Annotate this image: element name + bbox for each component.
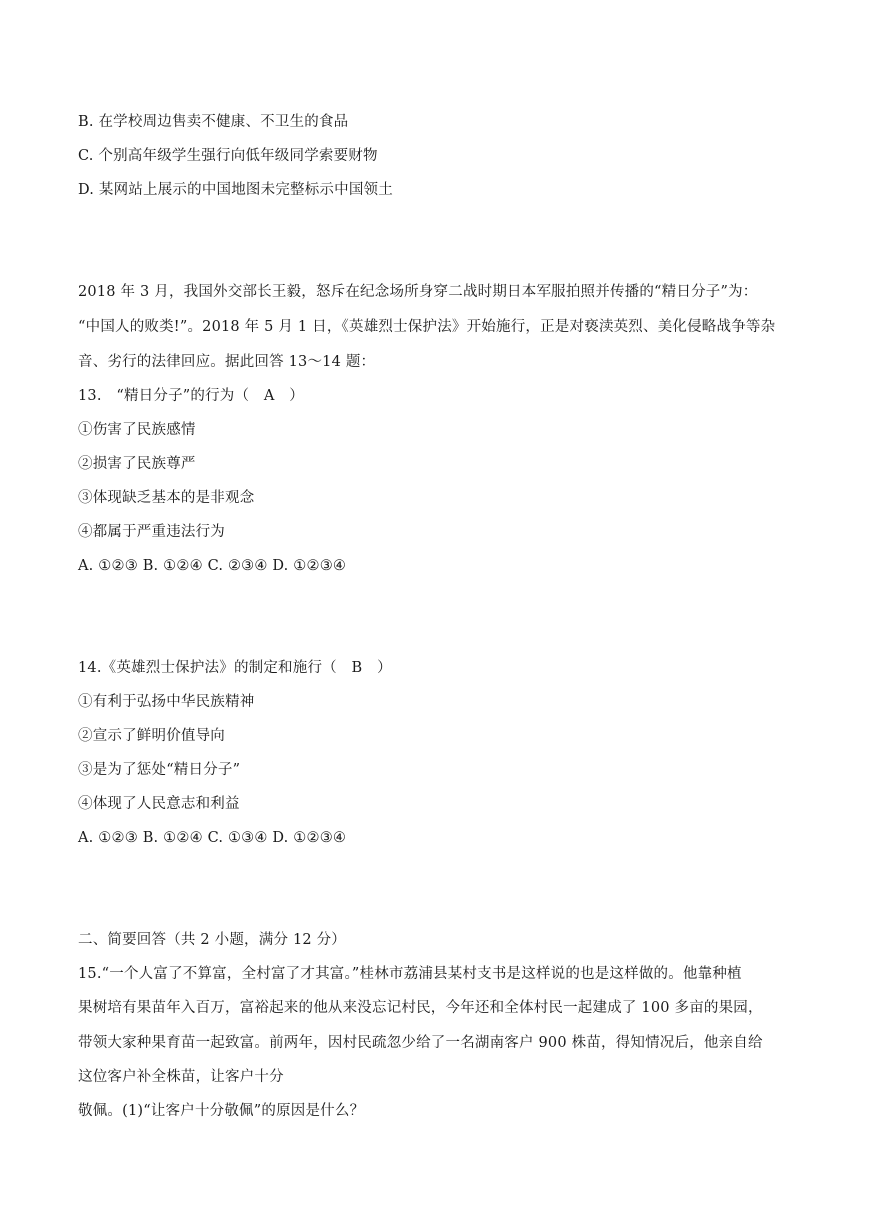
material-line-2: “中国人的败类!”。2018 年 5 月 1 日，《英雄烈士保护法》开始施行，正是对亵渎英烈、美化侵略战争等杂	[78, 319, 776, 335]
section-2-heading: 二、简要回答（共 2 小题，满分 12 分）	[78, 932, 347, 948]
q13-item-2: ②损害了民族尊严	[78, 456, 196, 472]
q13-options: A. ①②③ B. ①②④ C. ②③④ D. ①②③④	[78, 558, 347, 574]
q15-line-4: 这位客户补全株苗，让客户十分	[78, 1069, 284, 1085]
q14-options: A. ①②③ B. ①②④ C. ①③④ D. ①②③④	[78, 830, 347, 846]
q14-stem: 14.《英雄烈士保护法》的制定和施行（ B ）	[78, 660, 392, 676]
q15-line-5: 敬佩。(1)“让客户十分敬佩”的原因是什么？	[78, 1103, 365, 1119]
material-line-3: 音、劣行的法律回应。据此回答 13～14 题：	[78, 354, 376, 370]
q13-stem: 13. “精日分子”的行为（ A ）	[78, 388, 304, 404]
q14-item-1: ①有利于弘扬中华民族精神	[78, 694, 255, 710]
q15-line-1: 15.“一个人富了不算富，全村富了才其富。”桂林市荔浦县某村支书是这样说的也是这样做的。他靠种植	[78, 966, 742, 982]
q12-option-b: B. 在学校周边售卖不健康、不卫生的食品	[78, 114, 349, 130]
q15-line-2: 果树培有果苗年入百万，富裕起来的他从来没忘记村民，今年还和全体村民一起建成了 100 多亩的果园，	[78, 1000, 763, 1016]
q14-item-3: ③是为了惩处“精日分子”	[78, 762, 241, 778]
q12-option-c: C. 个别高年级学生强行向低年级同学索要财物	[78, 148, 378, 164]
q13-item-4: ④都属于严重违法行为	[78, 524, 225, 540]
q13-item-1: ①伤害了民族感情	[78, 422, 196, 438]
q14-item-2: ②宣示了鲜明价值导向	[78, 728, 225, 744]
q13-item-3: ③体现缺乏基本的是非观念	[78, 490, 255, 506]
material-line-1: 2018 年 3 月，我国外交部长王毅，怒斥在纪念场所身穿二战时期日本军服拍照并传播的“精日分子”为：	[78, 284, 758, 300]
q15-line-3: 带领大家种果育苗一起致富。前两年，因村民疏忽少给了一名湖南客户 900 株苗，得知情况后，他亲自给	[78, 1035, 763, 1051]
q12-option-d: D. 某网站上展示的中国地图未完整标示中国领土	[78, 182, 393, 198]
q14-item-4: ④体现了人民意志和利益	[78, 796, 240, 812]
